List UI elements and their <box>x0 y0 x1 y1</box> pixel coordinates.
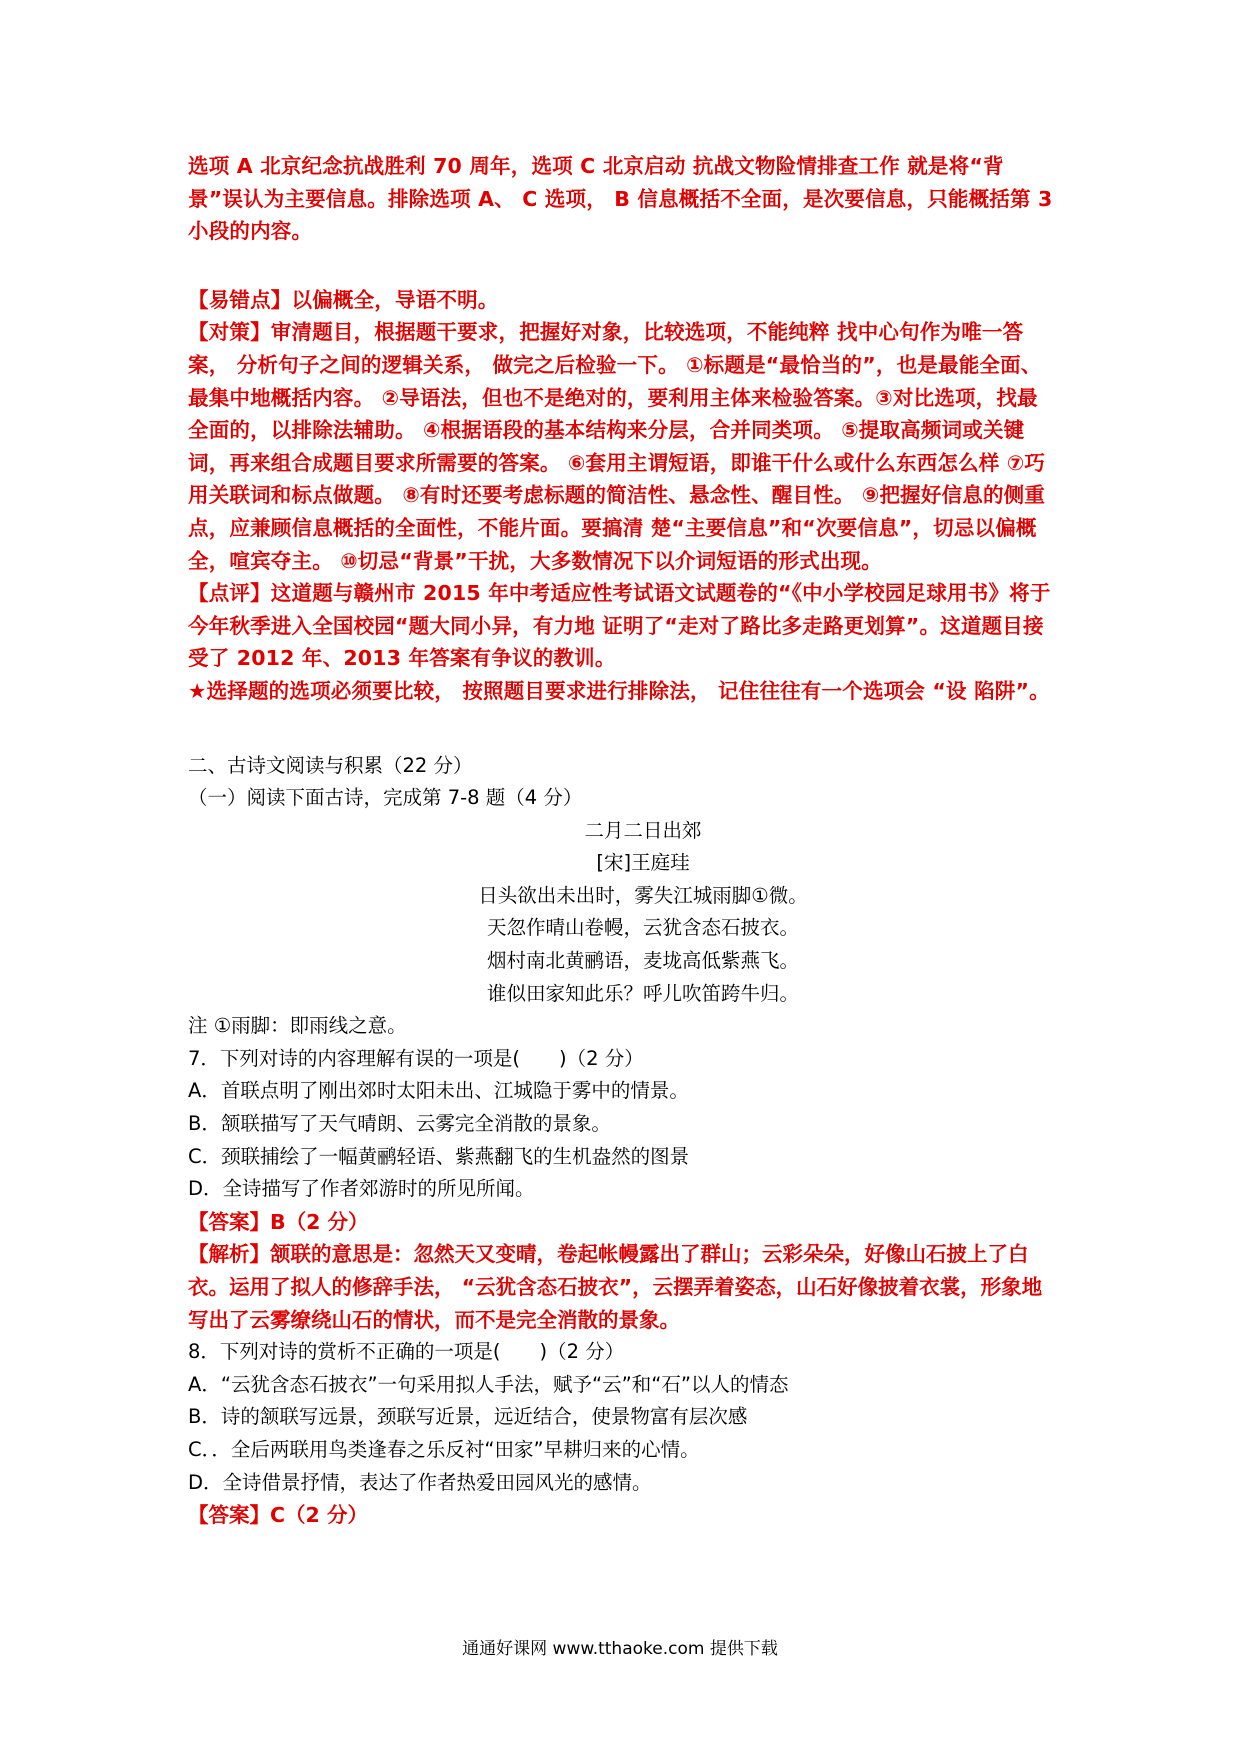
document-page <box>188 150 1058 1532</box>
poem-line: 谁似田家知此乐？呼儿吹笛跨牛归。 <box>486 981 799 1005</box>
q8-answer: 【答案】C（2 分） <box>188 1503 368 1528</box>
poem-title: 二月二日出郊 <box>584 818 702 842</box>
q7-option-b: B．颔联描写了天气晴朗、云雾完全消散的景象。 <box>188 1112 611 1136</box>
error-point: 【易错点】以偏概全，导语不明。 <box>188 287 499 312</box>
q8-option-a: A．“云犹含态石披衣”一句采用拟人手法，赋予“云”和“石”以人的情态 <box>188 1372 789 1396</box>
poem-line: 天忽作晴山卷幔，云犹含态石披衣。 <box>486 916 799 940</box>
explanation-para-1: 选项 A 北京纪念抗战胜利 70 周年，选项 C 北京启动 抗战文物险情排查工作 就是将“背景”误认为主要信息。排除选项 A、 C 选项， B 信息概括不全面，是次要信息，只能概括第 3 小段的内容。 <box>188 154 1053 244</box>
comment-para: 【点评】这道题与赣州市 2015 年中考适应性考试语文试题卷的“《中小学校园足球用书》将于今年秋季进入全国校园“题大同小异，有力地 证明了“走对了路比多走路更划算”。这道题目接受了 2012 年、2013 年答案有争议的教训。 <box>188 581 1051 671</box>
poem-line: 烟村南北黄鹂语，麦垅高低紫燕飞。 <box>486 949 799 973</box>
poem-author: [宋]王庭珪 <box>596 851 690 875</box>
q7-option-c: C．颈联捕绘了一幅黄鹂轻语、紫燕翻飞的生机盎然的图景 <box>188 1144 690 1168</box>
poem-line: 日头欲出未出时，雾失江城雨脚①微。 <box>478 883 808 907</box>
section-heading: 二、古诗文阅读与积累（22 分） <box>188 753 473 777</box>
q8-option-b: B．诗的颔联写远景，颈联写近景，远近结合，使景物富有层次感 <box>188 1405 748 1429</box>
q7-stem: 7．下列对诗的内容理解有误的一项是( )（2 分） <box>188 1046 644 1070</box>
poem-note: 注 ①雨脚：即雨线之意。 <box>188 1014 407 1038</box>
page-footer: 通通好课网 www.tthaoke.com 提供下载 <box>462 1639 778 1659</box>
section-subheading: （一）阅读下面古诗，完成第 7-8 题（4 分） <box>188 786 583 810</box>
q8-option-d: D．全诗借景抒情，表达了作者热爱田园风光的感情。 <box>188 1470 652 1494</box>
star-tip: ★选择题的选项必须要比较， 按照题目要求进行排除法， 记住往往有一个选项会 “设 陷阱”。 <box>188 678 1050 703</box>
explanation-block <box>188 150 1058 708</box>
q7-option-a: A．首联点明了刚出郊时太阳未出、江城隐于雾中的情景。 <box>188 1079 689 1103</box>
poem <box>188 815 1058 1011</box>
q7-analysis: 【解析】颔联的意思是：忽然天又变晴，卷起帐幔露出了群山；云彩朵朵，好像山石披上了白衣。运用了拟人的修辞手法， “云犹含态石披衣”，云摆弄着姿态，山石好像披着衣裳，形象地写出了云雾缭绕山石的情状，而不是完全消散的景象。 <box>188 1242 1043 1332</box>
q8-option-c: C．．全后两联用鸟类逢春之乐反衬“田家”早耕归来的心情。 <box>188 1437 700 1461</box>
section-two <box>188 750 1058 1532</box>
q8-stem: 8．下列对诗的赏析不正确的一项是( )（2 分） <box>188 1340 625 1364</box>
strategy-para: 【对策】审清题目，根据题干要求，把握好对象，比较选项，不能纯粹 找中心句作为唯一答案， 分析句子之间的逻辑关系， 做完之后检验一下。 ①标题是“最恰当的”，也是最能全面、最集中地概括内容。 ②导语法，但也不是绝对的，要利用主体来检验答案。③对比选项，找最全面的，以排除法辅助。 ④根据语段的基本结构来分层，合并同类项。 ⑤提取高频词或关键词，再来组合成题目要求所需要的答案。 ⑥套用主谓短语，即谁干什么或什么东西怎么样 ⑦巧用关联词和标点做题。 ⑧有时还要考虑标题的简洁性、悬念性、醒目性。 ⑨把握好信息的侧重点，应兼顾信息概括的全面性，不能片面。要搞清 楚“主要信息”和“次要信息”，切忌以偏概全，喧宾夺主。 ⑩切忌“背景”干扰，大多数情况下以介词短语的形式出现。 <box>188 320 1046 573</box>
q7-answer: 【答案】B（2 分） <box>188 1209 369 1234</box>
q7-option-d: D．全诗描写了作者郊游时的所见所闻。 <box>188 1177 535 1201</box>
